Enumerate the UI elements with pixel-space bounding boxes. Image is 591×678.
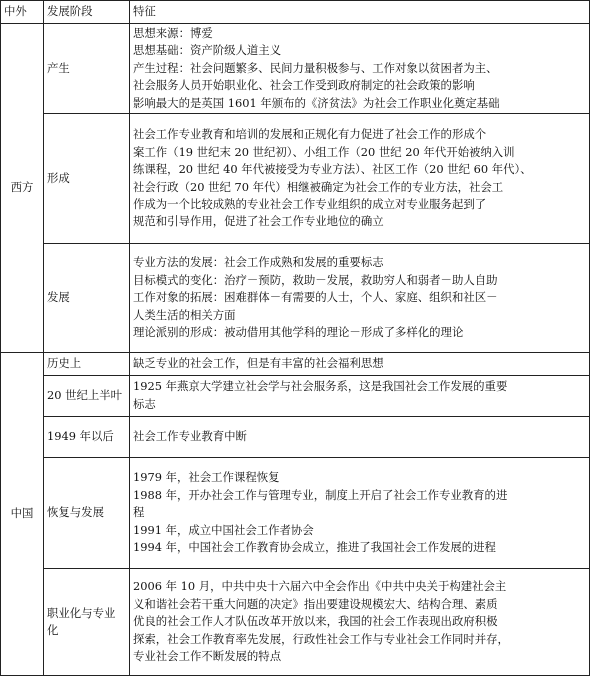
region-west: 西方 <box>1 23 44 352</box>
table-row <box>1 416 590 457</box>
feature-line: 影响最大的是英国 1601 年颁布的《济贫法》为社会工作职业化奠定基础 <box>133 95 500 110</box>
feature-line: 标志 <box>133 396 156 411</box>
table-row <box>1 568 590 675</box>
header-region: 中外 <box>1 1 44 24</box>
stage-features <box>130 457 590 568</box>
stage-name: 20 世纪上半叶 <box>44 375 130 416</box>
stage-features <box>130 375 590 416</box>
feature-line: 思想基础：资产阶级人道主义 <box>133 43 282 58</box>
feature-line: 缺乏专业的社会工作，但是有丰富的社会福利思想 <box>133 356 384 370</box>
feature-line: 社会行政（20 世纪 70 年代）相继被确定为社会工作的专业方法，社会工 <box>133 179 504 194</box>
feature-line: 理论派别的形成：被动借用其他学科的理论－形成了多样化的理论 <box>133 324 464 339</box>
table-row <box>1 352 590 375</box>
stage-name: 形成 <box>44 114 130 244</box>
feature-line: 专业社会工作不断发展的特点 <box>133 649 282 664</box>
stage-features <box>130 23 590 114</box>
stage-features <box>130 416 590 457</box>
feature-line: 人类生活的相关方面 <box>133 307 236 322</box>
table-row <box>1 114 590 244</box>
feature-line: 1979 年，社会工作课程恢复 <box>133 470 280 485</box>
feature-line: 1988 年，开办社会工作与管理专业，制度上开启了社会工作专业教育的进 <box>133 487 508 502</box>
feature-line: 优良的社会工作人才队伍改革开放以来，我国的社会工作表现出政府积极 <box>133 614 498 629</box>
feature-line: 思想来源：博爱 <box>133 25 213 40</box>
table-row <box>1 23 590 114</box>
table-row <box>1 375 590 416</box>
stage-features <box>130 352 590 375</box>
feature-line: 2006 年 10 月，中共中央十六届六中全会作出《中共中央关于构建社会主 <box>133 579 507 594</box>
header-row <box>1 1 590 24</box>
stage-features <box>130 243 590 352</box>
feature-line: 社会工作专业教育中断 <box>133 429 247 444</box>
feature-line: 程 <box>133 505 145 520</box>
feature-line: 作成为一个比较成熟的专业社会工作专业组织的成立对专业服务起到了 <box>133 196 487 211</box>
feature-line: 产生过程：社会问题繁多、民间力量积极参与、工作对象以贫困者为主、 <box>133 60 498 75</box>
feature-line: 义和谐社会若干重大问题的决定》指出要建设规模宏大、结构合理、素质 <box>133 596 498 611</box>
feature-line: 目标模式的变化：治疗－预防，救助－发展，救助穷人和弱者－助人自助 <box>133 272 498 287</box>
stage-name: 1949 年以后 <box>44 416 130 457</box>
stage-name: 恢复与发展 <box>44 457 130 568</box>
table-row <box>1 457 590 568</box>
feature-line: 练课程，20 世纪 40 年代被接受为专业方法）、社区工作（20 世纪 60 年代）、 <box>133 162 532 177</box>
stage-name: 历史上 <box>44 352 130 375</box>
feature-line: 社会服务人员开始职业化、社会工作受到政府制定的社会政策的影响 <box>133 78 475 93</box>
feature-line: 探索，社会工作教育率先发展，行政性社会工作与专业社会工作同时并存， <box>133 631 509 646</box>
stage-name: 职业化与专业化 <box>44 568 130 675</box>
header-features: 特征 <box>130 1 590 24</box>
stage-features <box>130 114 590 244</box>
stage-features <box>130 568 590 675</box>
feature-line: 工作对象的拓展：困难群体－有需要的人士，个人、家庭、组织和社区－ <box>133 290 498 305</box>
table-row <box>1 243 590 352</box>
feature-line: 1925 年燕京大学建立社会学与社会服务系，这是我国社会工作发展的重要 <box>133 379 508 394</box>
feature-line: 1991 年，成立中国社会工作者协会 <box>133 522 314 537</box>
stage-name: 产生 <box>44 23 130 114</box>
stage-name: 发展 <box>44 243 130 352</box>
region-china: 中国 <box>1 352 44 675</box>
feature-line: 社会工作专业教育和培训的发展和正规化有力促进了社会工作的形成个 <box>133 127 487 142</box>
feature-line: 1994 年，中国社会工作教育协会成立，推进了我国社会工作发展的进程 <box>133 539 496 554</box>
header-stage: 发展阶段 <box>44 1 130 24</box>
feature-line: 规范和引导作用，促进了社会工作专业地位的确立 <box>133 214 384 229</box>
feature-line: 案工作（19 世纪末 20 世纪初）、小组工作（20 世纪 20 年代开始被纳入训 <box>133 144 515 159</box>
feature-line: 专业方法的发展：社会工作成熟和发展的重要标志 <box>133 255 384 270</box>
